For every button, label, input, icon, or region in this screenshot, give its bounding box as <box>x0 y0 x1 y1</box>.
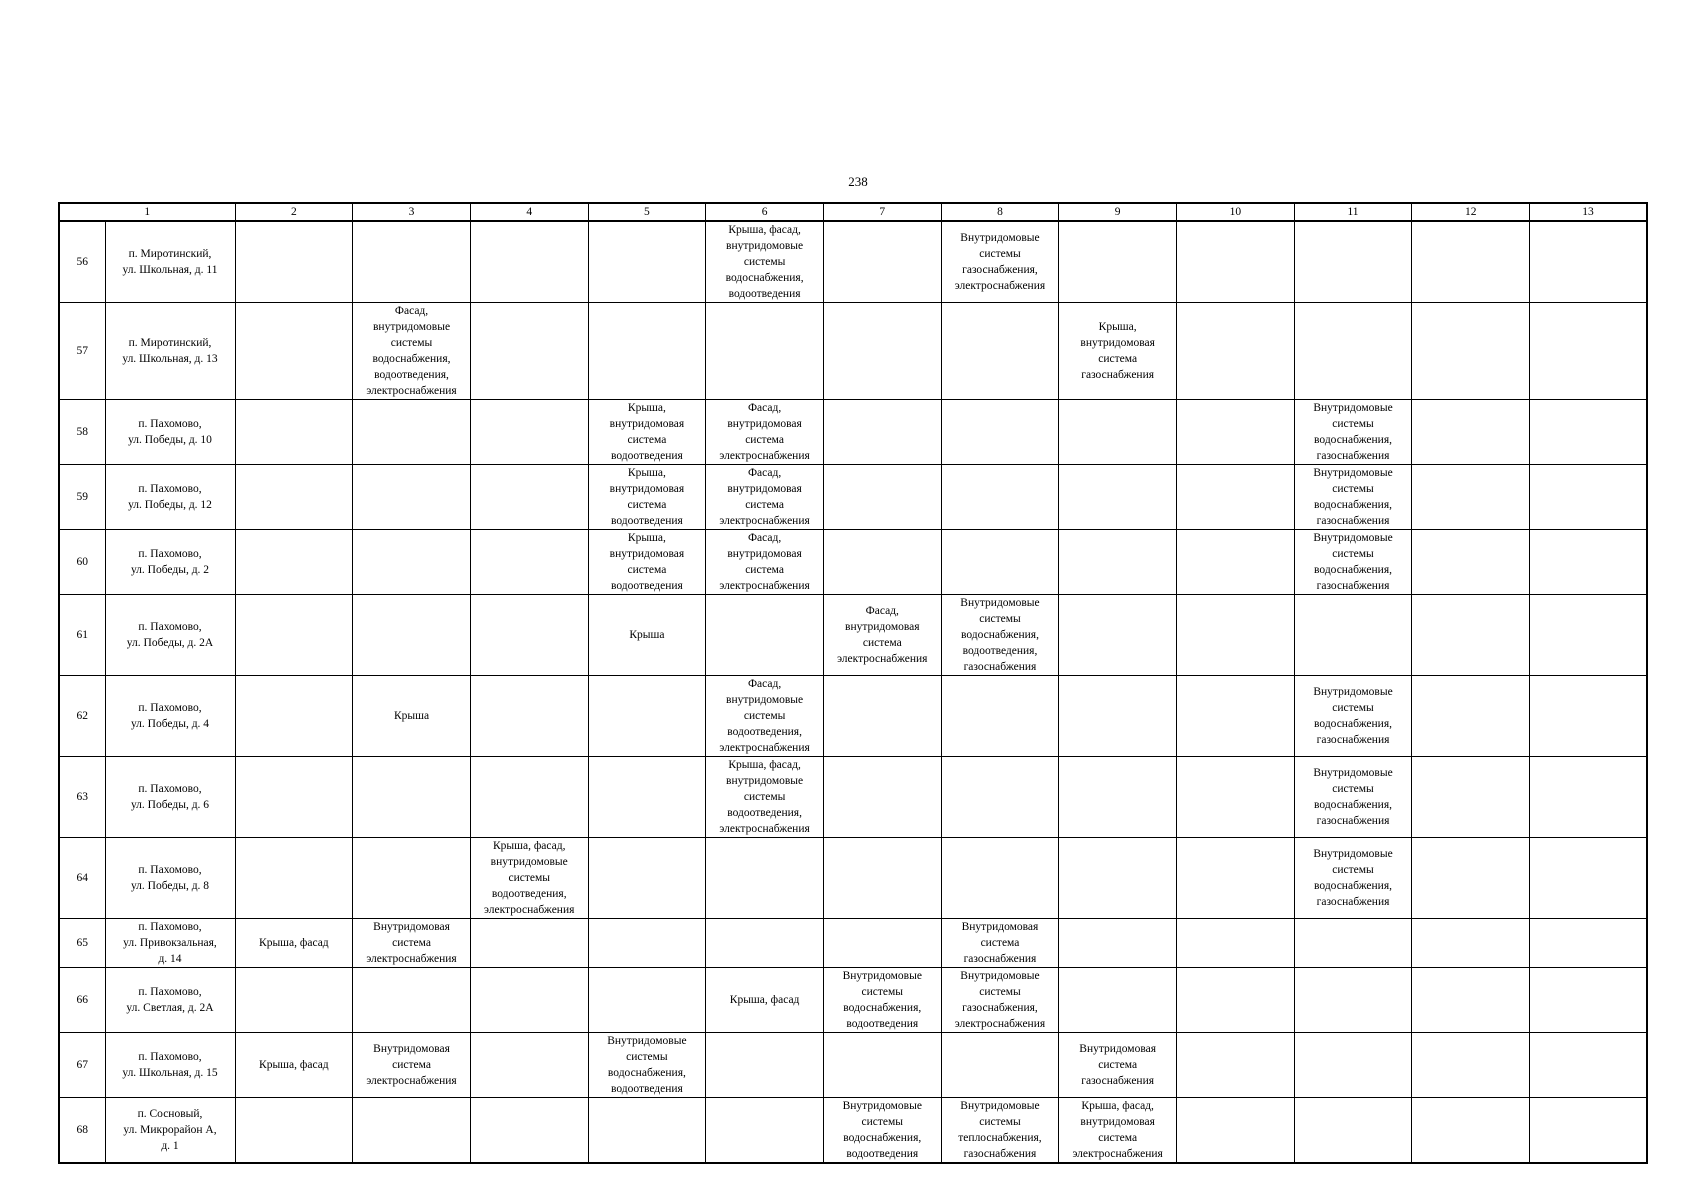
work-cell-col-12 <box>1412 595 1530 676</box>
row-number: 57 <box>59 303 105 400</box>
work-cell-col-4 <box>470 465 588 530</box>
work-cell-col-3 <box>353 221 471 303</box>
work-cell-col-4 <box>470 1033 588 1098</box>
table-row <box>59 303 1647 400</box>
work-cell-col-6 <box>706 595 824 676</box>
work-cell-col-9 <box>1059 595 1177 676</box>
work-cell-col-8: Внутридомовые системы газоснабжения, электроснабжения <box>941 221 1059 303</box>
work-cell-col-12 <box>1412 757 1530 838</box>
work-cell-col-13 <box>1530 838 1647 919</box>
work-cell-col-10 <box>1177 303 1295 400</box>
work-cell-col-9 <box>1059 919 1177 968</box>
work-cell-col-10 <box>1177 1033 1295 1098</box>
work-cell-col-4: Крыша, фасад, внутридомовые системы водоотведения, электроснабжения <box>470 838 588 919</box>
work-cell-col-2 <box>235 968 353 1033</box>
work-cell-col-9 <box>1059 968 1177 1033</box>
column-header-3: 3 <box>353 203 471 221</box>
work-cell-col-2 <box>235 838 353 919</box>
address-cell: п. Пахомово, ул. Победы, д. 4 <box>105 676 235 757</box>
work-cell-col-7 <box>823 757 941 838</box>
work-cell-col-3: Фасад, внутридомовые системы водоснабжения, водоотведения, электроснабжения <box>353 303 471 400</box>
table-row <box>59 1098 1647 1164</box>
work-cell-col-11 <box>1294 968 1412 1033</box>
work-cell-col-7: Внутридомовые системы водоснабжения, водоотведения <box>823 968 941 1033</box>
work-cell-col-12 <box>1412 221 1530 303</box>
address-cell: п. Пахомово, ул. Победы, д. 10 <box>105 400 235 465</box>
work-cell-col-10 <box>1177 400 1295 465</box>
work-cell-col-8 <box>941 757 1059 838</box>
work-cell-col-3 <box>353 530 471 595</box>
work-cell-col-8: Внутридомовая система газоснабжения <box>941 919 1059 968</box>
work-cell-col-2 <box>235 221 353 303</box>
work-cell-col-11: Внутридомовые системы водоснабжения, газоснабжения <box>1294 530 1412 595</box>
table-row <box>59 919 1647 968</box>
work-cell-col-10 <box>1177 1098 1295 1164</box>
work-cell-col-7 <box>823 303 941 400</box>
work-cell-col-4 <box>470 530 588 595</box>
work-cell-col-6: Крыша, фасад, внутридомовые системы водоотведения, электроснабжения <box>706 757 824 838</box>
work-cell-col-5 <box>588 676 706 757</box>
work-cell-col-6: Фасад, внутридомовая система электроснабжения <box>706 465 824 530</box>
work-cell-col-2 <box>235 530 353 595</box>
row-number: 56 <box>59 221 105 303</box>
table-row <box>59 757 1647 838</box>
work-cell-col-13 <box>1530 465 1647 530</box>
work-cell-col-8 <box>941 400 1059 465</box>
work-cell-col-8 <box>941 530 1059 595</box>
work-cell-col-11: Внутридомовые системы водоснабжения, газоснабжения <box>1294 757 1412 838</box>
work-cell-col-11 <box>1294 595 1412 676</box>
table-row <box>59 530 1647 595</box>
work-cell-col-9 <box>1059 221 1177 303</box>
column-header-5: 5 <box>588 203 706 221</box>
work-cell-col-6 <box>706 303 824 400</box>
table-row <box>59 1033 1647 1098</box>
work-cell-col-4 <box>470 221 588 303</box>
work-cell-col-3: Внутридомовая система электроснабжения <box>353 919 471 968</box>
work-cell-col-4 <box>470 595 588 676</box>
work-cell-col-6: Фасад, внутридомовые системы водоотведения, электроснабжения <box>706 676 824 757</box>
work-cell-col-4 <box>470 757 588 838</box>
work-cell-col-11 <box>1294 1098 1412 1164</box>
table-row <box>59 838 1647 919</box>
work-cell-col-2: Крыша, фасад <box>235 919 353 968</box>
work-cell-col-4 <box>470 1098 588 1164</box>
work-cell-col-12 <box>1412 676 1530 757</box>
page-number: 238 <box>848 174 868 189</box>
work-cell-col-11: Внутридомовые системы водоснабжения, газоснабжения <box>1294 400 1412 465</box>
table-row <box>59 400 1647 465</box>
work-cell-col-10 <box>1177 676 1295 757</box>
work-cell-col-7: Внутридомовые системы водоснабжения, водоотведения <box>823 1098 941 1164</box>
work-cell-col-13 <box>1530 1098 1647 1164</box>
row-number: 64 <box>59 838 105 919</box>
row-number: 68 <box>59 1098 105 1164</box>
table-row <box>59 595 1647 676</box>
column-header-4: 4 <box>470 203 588 221</box>
work-cell-col-7 <box>823 919 941 968</box>
work-cell-col-12 <box>1412 530 1530 595</box>
work-cell-col-7: Фасад, внутридомовая система электроснабжения <box>823 595 941 676</box>
work-cell-col-8 <box>941 838 1059 919</box>
work-cell-col-11: Внутридомовые системы водоснабжения, газоснабжения <box>1294 676 1412 757</box>
work-cell-col-13 <box>1530 221 1647 303</box>
work-cell-col-13 <box>1530 757 1647 838</box>
work-cell-col-12 <box>1412 968 1530 1033</box>
work-cell-col-5 <box>588 757 706 838</box>
row-number: 59 <box>59 465 105 530</box>
work-cell-col-3: Крыша <box>353 676 471 757</box>
work-cell-col-6: Фасад, внутридомовая система электроснабжения <box>706 530 824 595</box>
work-cell-col-13 <box>1530 968 1647 1033</box>
row-number: 65 <box>59 919 105 968</box>
work-cell-col-2 <box>235 676 353 757</box>
work-cell-col-11 <box>1294 303 1412 400</box>
work-cell-col-13 <box>1530 919 1647 968</box>
work-cell-col-9 <box>1059 530 1177 595</box>
work-cell-col-2 <box>235 595 353 676</box>
work-cell-col-13 <box>1530 1033 1647 1098</box>
work-cell-col-11 <box>1294 1033 1412 1098</box>
work-cell-col-6 <box>706 1098 824 1164</box>
address-cell: п. Миротинский, ул. Школьная, д. 13 <box>105 303 235 400</box>
row-number: 60 <box>59 530 105 595</box>
column-header-9: 9 <box>1059 203 1177 221</box>
work-cell-col-8 <box>941 676 1059 757</box>
work-cell-col-7 <box>823 838 941 919</box>
work-cell-col-10 <box>1177 221 1295 303</box>
work-cell-col-4 <box>470 676 588 757</box>
work-cell-col-9: Крыша, внутридомовая система газоснабжения <box>1059 303 1177 400</box>
work-cell-col-10 <box>1177 595 1295 676</box>
work-cell-col-5: Крыша, внутридомовая система водоотведения <box>588 530 706 595</box>
address-cell: п. Сосновый, ул. Микрорайон А, д. 1 <box>105 1098 235 1164</box>
work-cell-col-11 <box>1294 919 1412 968</box>
work-cell-col-6 <box>706 919 824 968</box>
work-cell-col-9 <box>1059 676 1177 757</box>
work-cell-col-11: Внутридомовые системы водоснабжения, газоснабжения <box>1294 838 1412 919</box>
address-cell: п. Пахомово, ул. Светлая, д. 2А <box>105 968 235 1033</box>
address-cell: п. Пахомово, ул. Привокзальная, д. 14 <box>105 919 235 968</box>
work-cell-col-6 <box>706 838 824 919</box>
address-cell: п. Пахомово, ул. Школьная, д. 15 <box>105 1033 235 1098</box>
work-cell-col-10 <box>1177 919 1295 968</box>
work-cell-col-10 <box>1177 757 1295 838</box>
work-cell-col-8: Внутридомовые системы теплоснабжения, газоснабжения <box>941 1098 1059 1164</box>
work-cell-col-7 <box>823 465 941 530</box>
work-cell-col-3 <box>353 838 471 919</box>
work-cell-col-3 <box>353 757 471 838</box>
row-number: 61 <box>59 595 105 676</box>
work-cell-col-5 <box>588 919 706 968</box>
address-cell: п. Пахомово, ул. Победы, д. 2 <box>105 530 235 595</box>
column-header-8: 8 <box>941 203 1059 221</box>
row-number: 58 <box>59 400 105 465</box>
column-header-2: 2 <box>235 203 353 221</box>
work-cell-col-4 <box>470 919 588 968</box>
work-cell-col-12 <box>1412 303 1530 400</box>
work-cell-col-9 <box>1059 465 1177 530</box>
work-cell-col-10 <box>1177 465 1295 530</box>
header-row <box>59 203 1647 221</box>
work-cell-col-13 <box>1530 595 1647 676</box>
work-cell-col-3 <box>353 968 471 1033</box>
work-cell-col-12 <box>1412 1098 1530 1164</box>
work-cell-col-12 <box>1412 1033 1530 1098</box>
work-cell-col-2 <box>235 757 353 838</box>
work-cell-col-5 <box>588 303 706 400</box>
work-cell-col-7 <box>823 400 941 465</box>
work-cell-col-6 <box>706 1033 824 1098</box>
work-cell-col-5 <box>588 968 706 1033</box>
work-cell-col-2 <box>235 303 353 400</box>
column-header-11: 11 <box>1294 203 1412 221</box>
work-cell-col-2 <box>235 400 353 465</box>
work-cell-col-13 <box>1530 676 1647 757</box>
work-cell-col-8 <box>941 465 1059 530</box>
table-row <box>59 465 1647 530</box>
work-cell-col-3 <box>353 400 471 465</box>
work-cell-col-8 <box>941 303 1059 400</box>
work-cell-col-2 <box>235 465 353 530</box>
column-header-12: 12 <box>1412 203 1530 221</box>
work-cell-col-5: Крыша, внутридомовая система водоотведения <box>588 400 706 465</box>
work-cell-col-6: Крыша, фасад, внутридомовые системы водоснабжения, водоотведения <box>706 221 824 303</box>
work-cell-col-4 <box>470 400 588 465</box>
table-row <box>59 221 1647 303</box>
work-cell-col-4 <box>470 968 588 1033</box>
work-cell-col-7 <box>823 530 941 595</box>
work-cell-col-13 <box>1530 303 1647 400</box>
work-cell-col-9 <box>1059 400 1177 465</box>
work-cell-col-2 <box>235 1098 353 1164</box>
repair-schedule-table <box>58 202 1648 1164</box>
work-cell-col-11: Внутридомовые системы водоснабжения, газоснабжения <box>1294 465 1412 530</box>
work-cell-col-4 <box>470 303 588 400</box>
work-cell-col-5 <box>588 221 706 303</box>
work-cell-col-10 <box>1177 838 1295 919</box>
work-cell-col-8 <box>941 1033 1059 1098</box>
work-cell-col-13 <box>1530 400 1647 465</box>
work-cell-col-6: Фасад, внутридомовая система электроснабжения <box>706 400 824 465</box>
work-cell-col-12 <box>1412 919 1530 968</box>
column-header-6: 6 <box>706 203 824 221</box>
address-cell: п. Миротинский, ул. Школьная, д. 11 <box>105 221 235 303</box>
work-cell-col-5: Крыша, внутридомовая система водоотведения <box>588 465 706 530</box>
row-number: 66 <box>59 968 105 1033</box>
column-header-7: 7 <box>823 203 941 221</box>
work-cell-col-7 <box>823 676 941 757</box>
work-cell-col-9 <box>1059 838 1177 919</box>
column-header-1: 1 <box>59 203 235 221</box>
column-header-13: 13 <box>1530 203 1647 221</box>
work-cell-col-11 <box>1294 221 1412 303</box>
row-number: 62 <box>59 676 105 757</box>
work-cell-col-3 <box>353 1098 471 1164</box>
work-cell-col-3 <box>353 595 471 676</box>
address-cell: п. Пахомово, ул. Победы, д. 2А <box>105 595 235 676</box>
work-cell-col-9 <box>1059 757 1177 838</box>
work-cell-col-9: Внутридомовая система газоснабжения <box>1059 1033 1177 1098</box>
table-row <box>59 968 1647 1033</box>
work-cell-col-12 <box>1412 400 1530 465</box>
work-cell-col-5: Внутридомовые системы водоснабжения, водоотведения <box>588 1033 706 1098</box>
work-cell-col-5: Крыша <box>588 595 706 676</box>
work-cell-col-13 <box>1530 530 1647 595</box>
row-number: 67 <box>59 1033 105 1098</box>
work-cell-col-5 <box>588 838 706 919</box>
work-cell-col-5 <box>588 1098 706 1164</box>
work-cell-col-12 <box>1412 465 1530 530</box>
address-cell: п. Пахомово, ул. Победы, д. 6 <box>105 757 235 838</box>
work-cell-col-3 <box>353 465 471 530</box>
work-cell-col-10 <box>1177 530 1295 595</box>
work-cell-col-9: Крыша, фасад, внутридомовая система электроснабжения <box>1059 1098 1177 1164</box>
address-cell: п. Пахомово, ул. Победы, д. 8 <box>105 838 235 919</box>
work-cell-col-8: Внутридомовые системы водоснабжения, водоотведения, газоснабжения <box>941 595 1059 676</box>
work-cell-col-7 <box>823 221 941 303</box>
work-cell-col-12 <box>1412 838 1530 919</box>
work-cell-col-2: Крыша, фасад <box>235 1033 353 1098</box>
row-number: 63 <box>59 757 105 838</box>
table-row <box>59 676 1647 757</box>
address-cell: п. Пахомово, ул. Победы, д. 12 <box>105 465 235 530</box>
work-cell-col-7 <box>823 1033 941 1098</box>
work-cell-col-8: Внутридомовые системы газоснабжения, электроснабжения <box>941 968 1059 1033</box>
work-cell-col-6: Крыша, фасад <box>706 968 824 1033</box>
work-cell-col-10 <box>1177 968 1295 1033</box>
work-cell-col-3: Внутридомовая система электроснабжения <box>353 1033 471 1098</box>
column-header-10: 10 <box>1177 203 1295 221</box>
